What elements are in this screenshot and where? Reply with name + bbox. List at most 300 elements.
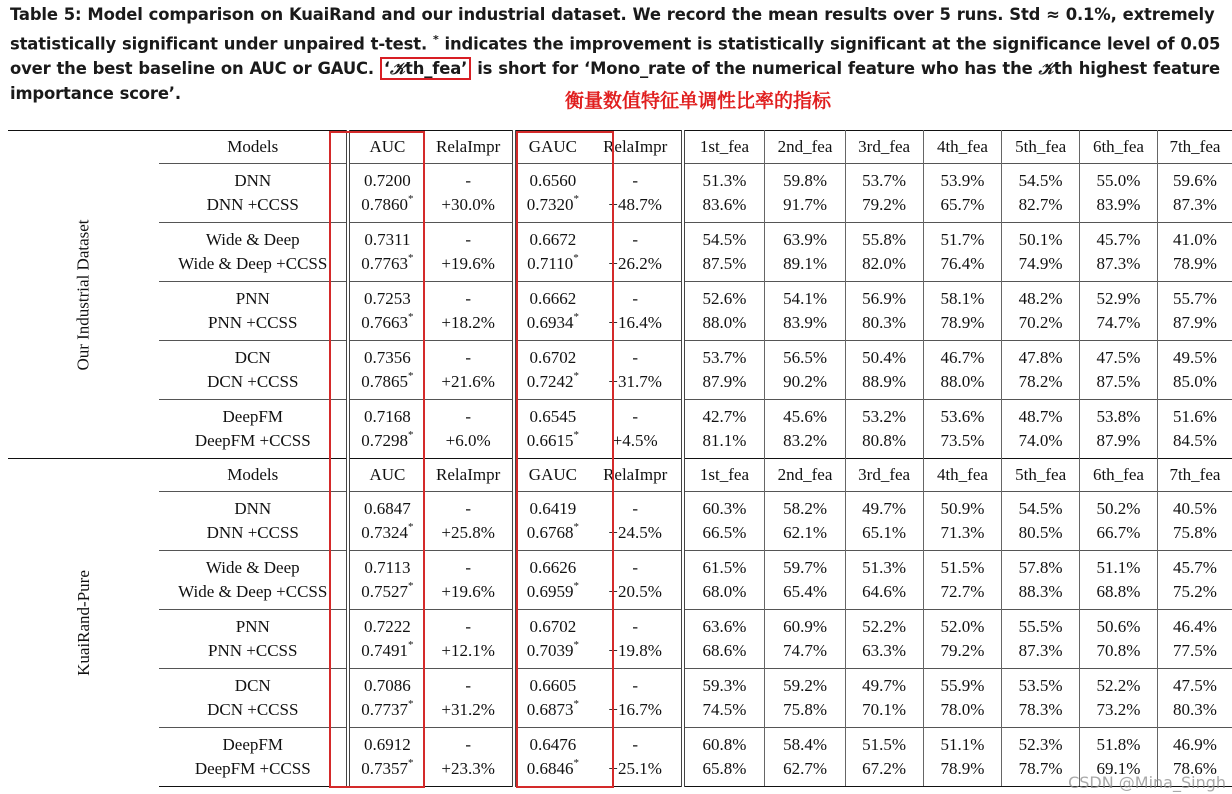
gauc-value-text: 0.6702 <box>529 617 577 636</box>
auc-value-text: 0.7865 <box>361 372 409 391</box>
table-row <box>8 610 1232 640</box>
fea-4-value <box>923 164 1002 194</box>
gauc-relaimpr-text: - <box>632 407 639 426</box>
fea-6-value <box>1080 370 1158 400</box>
fea-6-value <box>1080 223 1158 253</box>
column-header: 2nd_fea <box>765 131 845 164</box>
auc-value <box>348 164 424 194</box>
model-name-text: PNN +CCSS <box>208 313 298 332</box>
gauc-relaimpr <box>590 610 683 640</box>
gauc-relaimpr <box>590 551 683 581</box>
column-header: AUC <box>348 131 424 164</box>
auc-relaimpr <box>424 757 514 787</box>
fea-1-value <box>683 223 765 253</box>
fea-2-value-text: 63.9% <box>783 230 827 249</box>
table-row <box>8 639 1232 669</box>
auc-relaimpr <box>424 400 514 430</box>
table-row <box>8 164 1232 194</box>
fea-3-value <box>845 429 923 459</box>
significance-star: * <box>573 757 579 769</box>
fea-4-value <box>923 639 1002 669</box>
fea-2-value-text: 59.2% <box>783 676 827 695</box>
fea-5-value <box>1002 223 1080 253</box>
gauc-relaimpr <box>590 311 683 341</box>
table-row <box>8 282 1232 312</box>
auc-value <box>348 400 424 430</box>
auc-value-text: 0.7491 <box>361 641 409 660</box>
fea-7-value <box>1157 429 1232 459</box>
auc-relaimpr <box>424 341 514 371</box>
auc-value-text: 0.7298 <box>361 431 409 450</box>
fea-3-value <box>845 521 923 551</box>
fea-7-value <box>1157 698 1232 728</box>
fea-7-value-text: 77.5% <box>1172 641 1217 660</box>
fea-5-value-text: 48.7% <box>1018 407 1063 426</box>
fea-2-value-text: 74.7% <box>783 641 827 660</box>
fea-4-value-text: 55.9% <box>940 676 985 695</box>
model-name-text: DCN +CCSS <box>207 700 299 719</box>
auc-relaimpr-text: +25.8% <box>441 523 495 542</box>
model-name-text: DeepFM <box>222 407 283 426</box>
auc-value-text: 0.7168 <box>364 407 411 426</box>
significance-star: * <box>573 252 579 264</box>
fea-5-value-text: 74.9% <box>1018 254 1063 273</box>
caption-text-4: th highest feature importance score’. <box>10 59 1221 104</box>
fea-3-value <box>845 400 923 430</box>
model-name <box>159 252 348 282</box>
fea-3-value <box>845 728 923 758</box>
column-header: 6th_fea <box>1080 131 1158 164</box>
model-name-text: DNN +CCSS <box>206 195 299 214</box>
fea-5-value-text: 78.7% <box>1018 759 1063 778</box>
gauc-relaimpr <box>590 429 683 459</box>
fea-7-value-text: 41.0% <box>1172 230 1217 249</box>
fea-2-value-text: 59.7% <box>783 558 827 577</box>
significance-star: * <box>408 639 414 651</box>
fea-2-value <box>765 400 845 430</box>
fea-5-value <box>1002 341 1080 371</box>
auc-relaimpr-text: - <box>465 617 471 636</box>
fea-4-value <box>923 311 1002 341</box>
fea-6-value-text: 70.8% <box>1096 641 1141 660</box>
fea-5-value <box>1002 311 1080 341</box>
model-name <box>159 341 348 371</box>
auc-relaimpr-text: +18.2% <box>441 313 495 332</box>
fea-5-value <box>1002 193 1080 223</box>
fea-2-value-text: 62.1% <box>783 523 827 542</box>
auc-value-text: 0.7086 <box>364 676 411 695</box>
gauc-relaimpr <box>590 193 683 223</box>
fea-4-value-text: 72.7% <box>940 582 985 601</box>
caption-star: * <box>432 33 439 46</box>
fea-5-value <box>1002 521 1080 551</box>
fea-7-value <box>1157 669 1232 699</box>
significance-star: * <box>408 193 414 205</box>
fea-3-value-text: 80.3% <box>862 313 907 332</box>
fea-6-value <box>1080 698 1158 728</box>
model-name-text: DNN +CCSS <box>206 523 299 542</box>
auc-relaimpr <box>424 164 514 194</box>
fea-4-value-text: 51.1% <box>940 735 985 754</box>
column-header: GAUC <box>514 459 590 492</box>
model-name-text: Wide & Deep +CCSS <box>178 254 328 273</box>
fea-3-value-text: 49.7% <box>862 499 907 518</box>
fea-1-value-text: 74.5% <box>702 700 747 719</box>
model-name-text: DCN <box>234 348 271 367</box>
fea-1-value-text: 88.0% <box>702 313 747 332</box>
fea-1-value <box>683 341 765 371</box>
gauc-value <box>514 193 590 223</box>
gauc-value <box>514 757 590 787</box>
fea-1-value-text: 68.6% <box>702 641 747 660</box>
fea-6-value <box>1080 164 1158 194</box>
auc-relaimpr <box>424 223 514 253</box>
column-header: 6th_fea <box>1080 459 1158 492</box>
auc-relaimpr <box>424 551 514 581</box>
fea-3-value <box>845 282 923 312</box>
fea-3-value-text: 55.8% <box>862 230 907 249</box>
fea-3-value <box>845 193 923 223</box>
table-row <box>8 341 1232 371</box>
fea-1-value <box>683 698 765 728</box>
auc-value-text: 0.7311 <box>364 230 411 249</box>
gauc-relaimpr <box>590 698 683 728</box>
gauc-value-text: 0.7242 <box>526 372 574 391</box>
fea-7-value <box>1157 223 1232 253</box>
fea-3-value-text: 64.6% <box>862 582 907 601</box>
fea-5-value <box>1002 164 1080 194</box>
significance-star: * <box>573 698 579 710</box>
column-header: 3rd_fea <box>845 131 923 164</box>
fea-7-value-text: 80.3% <box>1172 700 1217 719</box>
fea-7-value <box>1157 728 1232 758</box>
fea-1-value <box>683 429 765 459</box>
gauc-value <box>514 521 590 551</box>
column-header: 4th_fea <box>923 131 1002 164</box>
significance-star: * <box>573 311 579 323</box>
model-name <box>159 429 348 459</box>
fea-7-value-text: 49.5% <box>1172 348 1217 367</box>
fea-4-value <box>923 282 1002 312</box>
gauc-relaimpr-text: - <box>632 499 639 518</box>
fea-7-value <box>1157 252 1232 282</box>
fea-6-value-text: 45.7% <box>1096 230 1141 249</box>
fea-3-value-text: 80.8% <box>862 431 907 450</box>
gauc-relaimpr-text: - <box>632 230 639 249</box>
fea-1-value <box>683 580 765 610</box>
significance-star: * <box>573 580 579 592</box>
fea-3-value-text: 56.9% <box>862 289 907 308</box>
column-header: 1st_fea <box>683 459 765 492</box>
fea-4-value-text: 51.5% <box>940 558 985 577</box>
section-label-text: Our Industrial Dataset <box>73 218 93 371</box>
fea-5-value-text: 55.5% <box>1018 617 1063 636</box>
gauc-relaimpr <box>590 164 683 194</box>
significance-star: * <box>408 580 414 592</box>
fea-3-value <box>845 610 923 640</box>
fea-5-value-text: 78.3% <box>1018 700 1063 719</box>
fea-4-value-text: 76.4% <box>940 254 985 273</box>
model-name-text: PNN <box>235 289 270 308</box>
fea-3-value <box>845 164 923 194</box>
gauc-relaimpr-text: +16.4% <box>608 313 662 332</box>
fea-2-value <box>765 282 845 312</box>
model-name-text: DNN <box>234 499 272 518</box>
significance-star: * <box>408 698 414 710</box>
gauc-relaimpr <box>590 252 683 282</box>
fea-3-value <box>845 252 923 282</box>
fea-1-value-text: 83.6% <box>702 195 747 214</box>
fea-3-value <box>845 639 923 669</box>
model-name-text: PNN <box>235 617 270 636</box>
fea-6-value <box>1080 341 1158 371</box>
table-row <box>8 551 1232 581</box>
fea-1-value-text: 54.5% <box>702 230 747 249</box>
fea-2-value-text: 60.9% <box>783 617 827 636</box>
gauc-relaimpr-text: +24.5% <box>608 523 662 542</box>
auc-value <box>348 370 424 400</box>
fea-5-value <box>1002 492 1080 522</box>
auc-value <box>348 669 424 699</box>
chinese-annotation: 衡量数值特征单调性比率的指标 <box>565 90 832 112</box>
fea-5-value-text: 82.7% <box>1018 195 1063 214</box>
auc-relaimpr-text: +23.3% <box>441 759 495 778</box>
caption-text-1: Table 5: Model comparison on KuaiRand and our industrial dataset. We record the mean results over 5 runs. Std ≈ 0.1%, extremely statistically significant under unpaired t-test. <box>10 5 1215 54</box>
fea-6-value-text: 52.9% <box>1096 289 1141 308</box>
gauc-value <box>514 429 590 459</box>
column-header: Models <box>159 131 348 164</box>
fea-5-value <box>1002 282 1080 312</box>
fea-6-value <box>1080 429 1158 459</box>
fea-5-value <box>1002 370 1080 400</box>
fea-1-value-text: 66.5% <box>702 523 747 542</box>
gauc-value-text: 0.6768 <box>526 523 574 542</box>
fea-3-value <box>845 580 923 610</box>
significance-star: * <box>573 370 579 382</box>
fea-5-value-text: 47.8% <box>1018 348 1063 367</box>
table-row <box>8 728 1232 758</box>
auc-relaimpr-text: - <box>465 558 471 577</box>
fea-1-value <box>683 252 765 282</box>
fea-2-value-text: 75.8% <box>783 700 827 719</box>
fea-6-value <box>1080 311 1158 341</box>
auc-relaimpr-text: - <box>465 407 471 426</box>
auc-value-text: 0.6912 <box>364 735 411 754</box>
table-row <box>8 311 1232 341</box>
fea-2-value <box>765 698 845 728</box>
gauc-relaimpr <box>590 728 683 758</box>
model-name <box>159 223 348 253</box>
fea-5-value-text: 78.2% <box>1018 372 1063 391</box>
gauc-value <box>514 370 590 400</box>
column-header: RelaImpr <box>590 131 683 164</box>
auc-relaimpr <box>424 193 514 223</box>
fea-2-value <box>765 370 845 400</box>
header-row <box>8 131 1232 164</box>
fea-6-value <box>1080 521 1158 551</box>
auc-relaimpr <box>424 311 514 341</box>
fea-7-value <box>1157 164 1232 194</box>
auc-value-text: 0.6847 <box>364 499 411 518</box>
fea-3-value-text: 82.0% <box>862 254 907 273</box>
auc-value <box>348 252 424 282</box>
gauc-value-text: 0.6873 <box>526 700 574 719</box>
gauc-value <box>514 341 590 371</box>
fea-6-value <box>1080 639 1158 669</box>
fea-6-value-text: 51.1% <box>1096 558 1141 577</box>
gauc-value <box>514 639 590 669</box>
gauc-relaimpr <box>590 341 683 371</box>
fea-6-value <box>1080 728 1158 758</box>
caption-text-3: is short for ‘Mono_rate of the numerical feature who has the <box>471 59 1039 79</box>
fea-7-value-text: 85.0% <box>1172 372 1217 391</box>
gauc-relaimpr <box>590 492 683 522</box>
gauc-relaimpr-text: +31.7% <box>608 372 662 391</box>
table-row <box>8 492 1232 522</box>
fea-4-value-text: 46.7% <box>940 348 985 367</box>
fea-7-value <box>1157 551 1232 581</box>
fea-1-value-text: 65.8% <box>702 759 747 778</box>
significance-star: * <box>408 370 414 382</box>
auc-relaimpr-text: - <box>465 499 471 518</box>
auc-relaimpr-text: - <box>465 289 471 308</box>
fea-4-value <box>923 252 1002 282</box>
gauc-value <box>514 282 590 312</box>
gauc-value-text: 0.6672 <box>529 230 577 249</box>
section-label <box>8 459 159 787</box>
fea-7-value <box>1157 341 1232 371</box>
fea-7-value <box>1157 639 1232 669</box>
fea-7-value <box>1157 610 1232 640</box>
column-header: 5th_fea <box>1002 459 1080 492</box>
gauc-relaimpr-text: - <box>632 558 639 577</box>
fea-5-value-text: 54.5% <box>1018 499 1063 518</box>
fea-6-value <box>1080 580 1158 610</box>
fea-3-value <box>845 223 923 253</box>
fea-1-value-text: 68.0% <box>702 582 747 601</box>
watermark: CSDN @Mina_Singh <box>1068 773 1226 792</box>
significance-star: * <box>573 429 579 441</box>
fea-5-value-text: 48.2% <box>1018 289 1063 308</box>
auc-value <box>348 551 424 581</box>
header-row <box>8 459 1232 492</box>
fea-3-value-text: 65.1% <box>862 523 907 542</box>
fea-2-value <box>765 311 845 341</box>
fea-2-value-text: 83.2% <box>783 431 827 450</box>
fea-6-value-text: 51.8% <box>1096 735 1141 754</box>
auc-value-text: 0.7357 <box>361 759 409 778</box>
fea-5-value-text: 88.3% <box>1018 582 1063 601</box>
gauc-relaimpr-text: +48.7% <box>608 195 662 214</box>
fea-4-value-text: 51.7% <box>940 230 985 249</box>
table-row <box>8 223 1232 253</box>
fea-2-value <box>765 580 845 610</box>
fea-3-value <box>845 698 923 728</box>
fea-1-value <box>683 639 765 669</box>
auc-relaimpr <box>424 698 514 728</box>
fea-7-value-text: 59.6% <box>1172 171 1217 190</box>
auc-relaimpr-text: - <box>465 230 471 249</box>
column-header: 4th_fea <box>923 459 1002 492</box>
fea-5-value-text: 50.1% <box>1018 230 1063 249</box>
gauc-value <box>514 580 590 610</box>
fea-4-value <box>923 610 1002 640</box>
auc-relaimpr <box>424 429 514 459</box>
fea-7-value-text: 46.4% <box>1172 617 1217 636</box>
auc-value <box>348 757 424 787</box>
auc-value-text: 0.7737 <box>361 700 409 719</box>
gauc-value-text: 0.6662 <box>529 289 577 308</box>
significance-star: * <box>408 429 414 441</box>
fea-7-value-text: 78.6% <box>1172 759 1217 778</box>
fea-7-value-text: 46.9% <box>1172 735 1217 754</box>
fea-2-value-text: 54.1% <box>783 289 827 308</box>
fea-7-value-text: 75.8% <box>1172 523 1217 542</box>
gauc-value <box>514 610 590 640</box>
model-name-text: PNN +CCSS <box>208 641 298 660</box>
model-name-text: Wide & Deep +CCSS <box>178 582 328 601</box>
fea-2-value <box>765 223 845 253</box>
column-header: 5th_fea <box>1002 131 1080 164</box>
column-header: AUC <box>348 459 424 492</box>
fea-7-value-text: 51.6% <box>1172 407 1217 426</box>
fea-3-value <box>845 370 923 400</box>
auc-relaimpr <box>424 282 514 312</box>
fea-5-value <box>1002 728 1080 758</box>
auc-relaimpr-text: - <box>465 348 471 367</box>
fea-2-value <box>765 521 845 551</box>
gauc-value <box>514 728 590 758</box>
fea-1-value <box>683 669 765 699</box>
model-name-text: DCN <box>234 676 271 695</box>
gauc-value <box>514 252 590 282</box>
fea-6-value-text: 69.1% <box>1096 759 1141 778</box>
fea-4-value-text: 71.3% <box>940 523 985 542</box>
gauc-relaimpr <box>590 639 683 669</box>
significance-star: * <box>408 252 414 264</box>
fea-1-value-text: 60.8% <box>702 735 747 754</box>
fea-5-value <box>1002 669 1080 699</box>
fea-2-value <box>765 492 845 522</box>
column-header: 2nd_fea <box>765 459 845 492</box>
fea-3-value-text: 52.2% <box>862 617 907 636</box>
auc-value <box>348 728 424 758</box>
fea-1-value <box>683 164 765 194</box>
fea-7-value <box>1157 282 1232 312</box>
table-row <box>8 521 1232 551</box>
table-row <box>8 370 1232 400</box>
fea-6-value <box>1080 492 1158 522</box>
significance-star: * <box>573 521 579 533</box>
fea-6-value <box>1080 193 1158 223</box>
gauc-value <box>514 551 590 581</box>
table-row <box>8 669 1232 699</box>
table-row <box>8 193 1232 223</box>
fea-4-value-text: 53.6% <box>940 407 985 426</box>
fea-7-value-text: 87.9% <box>1172 313 1217 332</box>
fea-1-value <box>683 311 765 341</box>
gauc-value-text: 0.7320 <box>526 195 574 214</box>
model-name <box>159 282 348 312</box>
gauc-relaimpr-text: +26.2% <box>608 254 662 273</box>
gauc-value-text: 0.6545 <box>529 407 577 426</box>
auc-value-text: 0.7527 <box>361 582 409 601</box>
gauc-value-text: 0.7039 <box>526 641 574 660</box>
auc-value-text: 0.7663 <box>361 313 409 332</box>
fea-2-value-text: 65.4% <box>783 582 827 601</box>
auc-relaimpr-text: +19.6% <box>441 254 495 273</box>
kth-symbol: 𝒦 <box>389 59 406 79</box>
